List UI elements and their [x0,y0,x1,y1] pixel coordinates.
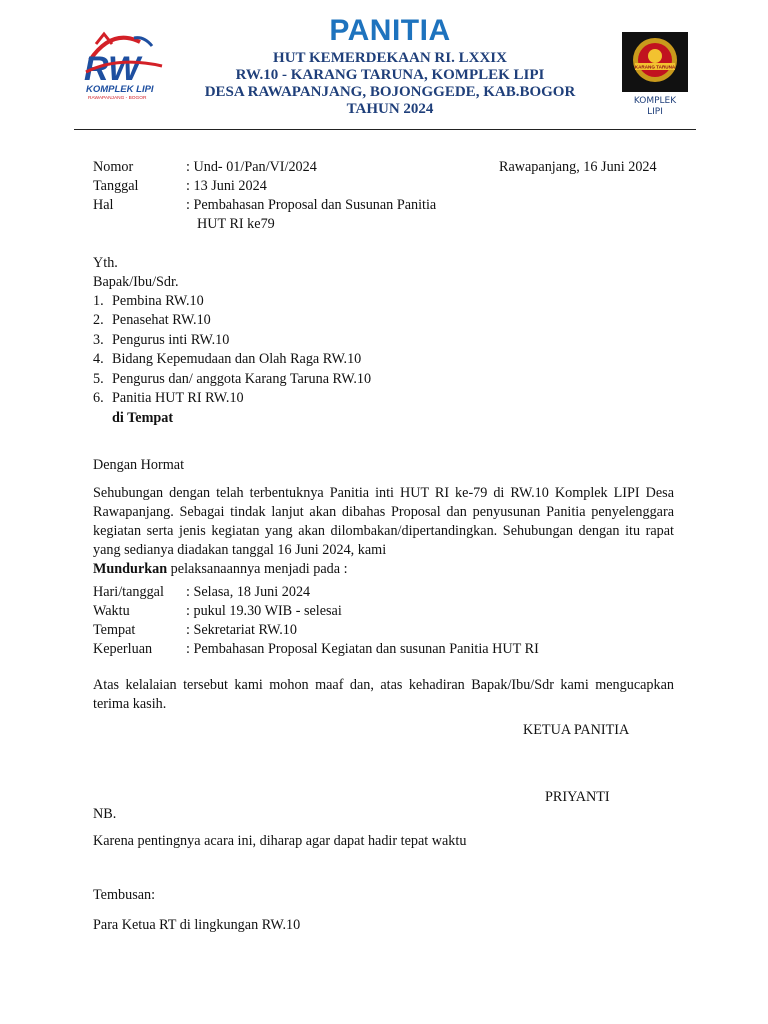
cc-label: Tembusan: [93,887,156,903]
nb-label: NB. [93,806,117,822]
logo-right-caption-2: LIPI [647,107,663,117]
hal-label: Hal [93,197,114,213]
schedule-value: : pukul 19.30 WIB - selesai [186,603,342,619]
nomor-label: Nomor [93,159,134,175]
karang-taruna-logo [622,32,688,92]
schedule-label: Hari/tanggal [93,584,164,600]
location-line: di Tempat [112,410,174,426]
logo-right-caption-1: KOMPLEK [633,96,677,106]
paragraph-emphasis: Mundurkan [93,561,168,577]
hal-value-continued: HUT RI ke79 [197,216,275,232]
paragraph-text-end: pelaksanaannya menjadi pada : [167,561,348,577]
cc-text: Para Ketua RT di lingkungan RW.10 [93,917,301,933]
tanggal-label: Tanggal [93,178,139,194]
letterhead-line-4: TAHUN 2024 [346,101,434,117]
recipient-item-text: Bidang Kepemudaan dan Olah Raga RW.10 [112,351,362,368]
paragraph-text-start: Sehubungan dengan telah terbentuknya Panitia inti HUT RI ke-79 di RW.10 Komplek LIPI Desa Rawapanjang. Sebagai tindak lanjut akan dibahas Proposal dan penyusunan Panitia penyelenggara kegiatan serta jenis kegiatan yang akan dilombakan/dipertandingkan. Sehubungan dengan itu rapat yang sedianya diadakan tanggal 16 Juni 2024, kami [93,485,674,558]
schedule-label: Keperluan [93,641,153,657]
closing-paragraph: Atas kelalaian tersebut kami mohon maaf dan, atas kehadiran Bapak/Ibu/Sdr kami mengucapkan terima kasih. [93,677,674,712]
svg-text:RW: RW [84,50,141,88]
list-item: 5. Pengurus dan/ anggota Karang Taruna RW.10 [93,370,372,387]
schedule-label: Waktu [93,603,130,619]
greeting: Dengan Hormat [93,457,185,473]
letterhead-line-2: RW.10 - KARANG TARUNA, KOMPLEK LIPI [235,67,545,83]
recipient-item-text: Penasehat RW.10 [112,312,211,329]
schedule-label: Tempat [93,622,136,638]
place-date: Rawapanjang, 16 Juni 2024 [499,159,657,175]
yth-label: Yth. [93,255,118,271]
logo-left-caption: KOMPLEK LIPI [86,84,154,95]
letterhead-line-3: DESA RAWAPANJANG, BOJONGGEDE, KAB.BOGOR [204,84,576,100]
schedule-value: : Pembahasan Proposal Kegiatan dan susunan Panitia HUT RI [186,641,539,657]
letterhead-divider [74,129,696,130]
letterhead-line-1: HUT KEMERDEKAAN RI. LXXIX [273,50,507,66]
recipient-item-text: Pengurus inti RW.10 [112,331,230,348]
nb-text: Karena pentingnya acara ini, diharap agar dapat hadir tepat waktu [93,833,467,849]
main-paragraph [93,484,674,579]
letterhead-title: PANITIA [329,14,451,47]
list-item: 1. Pembina RW.10 [93,293,204,309]
tanggal-value: : 13 Juni 2024 [186,178,267,194]
list-item: 3. Pengurus inti RW.10 [93,331,230,348]
signature-name: PRIYANTI [545,789,610,805]
logo-right-badge-text: KARANG TARUNA [634,64,676,70]
list-item: 6. Panitia HUT RI RW.10 [93,390,244,407]
list-item: 4. Bidang Kepemudaan dan Olah Raga RW.10 [93,351,362,368]
recipient-salutation: Bapak/Ibu/Sdr. [93,274,179,290]
recipient-item-text: Pengurus dan/ anggota Karang Taruna RW.10 [112,370,372,387]
schedule-value: : Selasa, 18 Juni 2024 [186,584,311,600]
recipient-item-text: Panitia HUT RI RW.10 [112,390,244,407]
list-item: 2. Penasehat RW.10 [93,312,211,329]
recipient-item-text: Pembina RW.10 [112,293,204,309]
logo-left-subcaption: RAWAPANJANG - BOGOR [88,96,147,101]
recipient-list [93,292,371,408]
hal-value: : Pembahasan Proposal dan Susunan Panitia [186,197,437,213]
schedule-value: : Sekretariat RW.10 [186,622,297,638]
nomor-value: : Und- 01/Pan/VI/2024 [186,159,317,175]
signature-role: KETUA PANITIA [523,722,630,738]
